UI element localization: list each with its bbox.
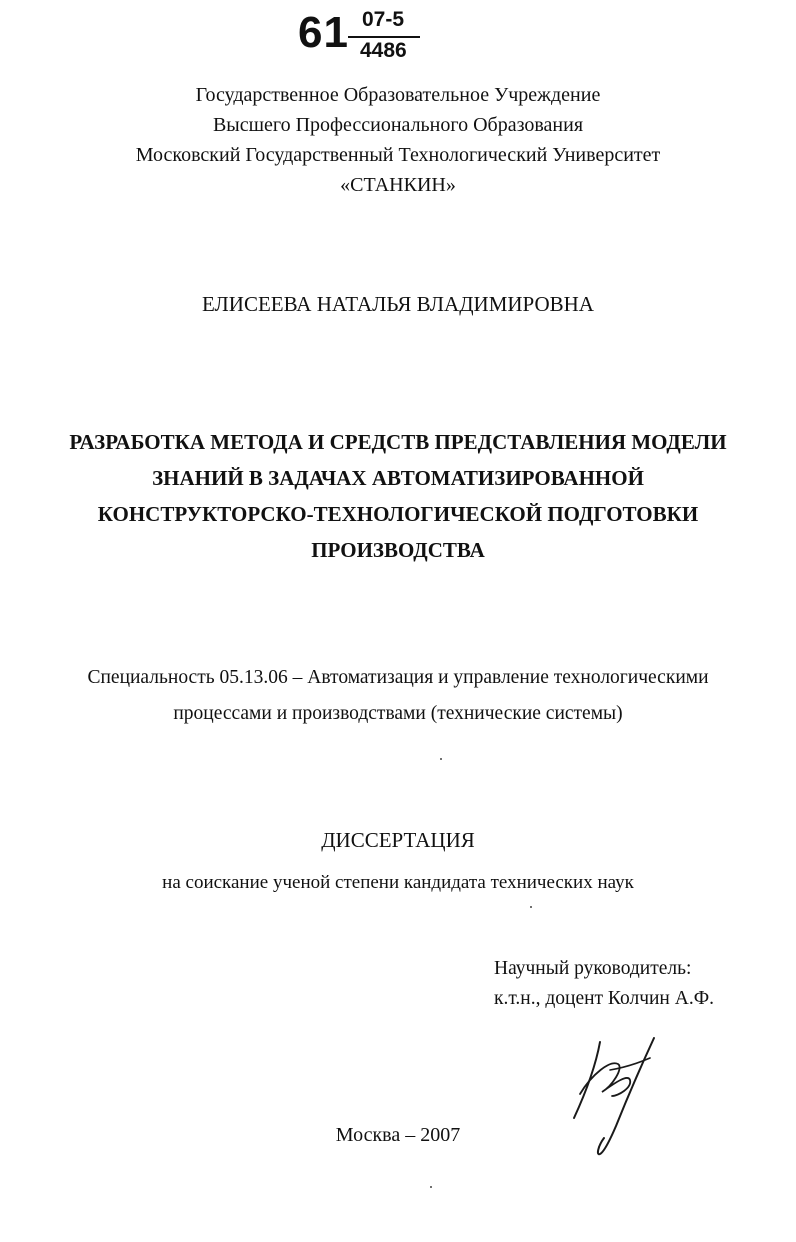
- stamp-denominator: 4486: [360, 39, 407, 62]
- institution-line-3: Московский Государственный Технологический Университет: [135, 144, 661, 166]
- specialty-line-1: Специальность 05.13.06 – Автоматизация и управление технологическими: [87, 667, 709, 688]
- specialty-line-2: процессами и производствами (технические системы): [173, 703, 623, 724]
- thesis-title-line-3: КОНСТРУКТОРСКО-ТЕХНОЛОГИЧЕСКОЙ ПОДГОТОВКИ: [97, 502, 699, 526]
- advisor-name: к.т.н., доцент Колчин А.Ф.: [494, 988, 714, 1009]
- scan-speck: [440, 758, 442, 760]
- institution-line-1: Государственное Образовательное Учреждение: [195, 84, 601, 106]
- scan-speck: [430, 1186, 432, 1188]
- institution-line-2: Высшего Профессионального Образования: [212, 114, 584, 136]
- thesis-title-line-1: РАЗРАБОТКА МЕТОДА И СРЕДСТВ ПРЕДСТАВЛЕНИЯ МОДЕЛИ: [69, 430, 727, 454]
- degree-line: на соискание ученой степени кандидата технических наук: [162, 872, 634, 893]
- advisor-label: Научный руководитель:: [494, 958, 692, 979]
- stamp-numerator: 07-5: [362, 8, 405, 31]
- stamp-number: 61: [298, 8, 349, 57]
- thesis-title-line-2: ЗНАНИЙ В ЗАДАЧАХ АВТОМАТИЗИРОВАННОЙ: [152, 466, 644, 490]
- institution-line-4: «СТАНКИН»: [340, 174, 456, 196]
- author-name: ЕЛИСЕЕВА НАТАЛЬЯ ВЛАДИМИРОВНА: [202, 292, 594, 316]
- document-type: ДИССЕРТАЦИЯ: [321, 828, 475, 852]
- city-year: Москва – 2007: [335, 1124, 461, 1146]
- thesis-title-line-4: ПРОИЗВОДСТВА: [311, 538, 485, 562]
- scan-speck: [530, 906, 532, 908]
